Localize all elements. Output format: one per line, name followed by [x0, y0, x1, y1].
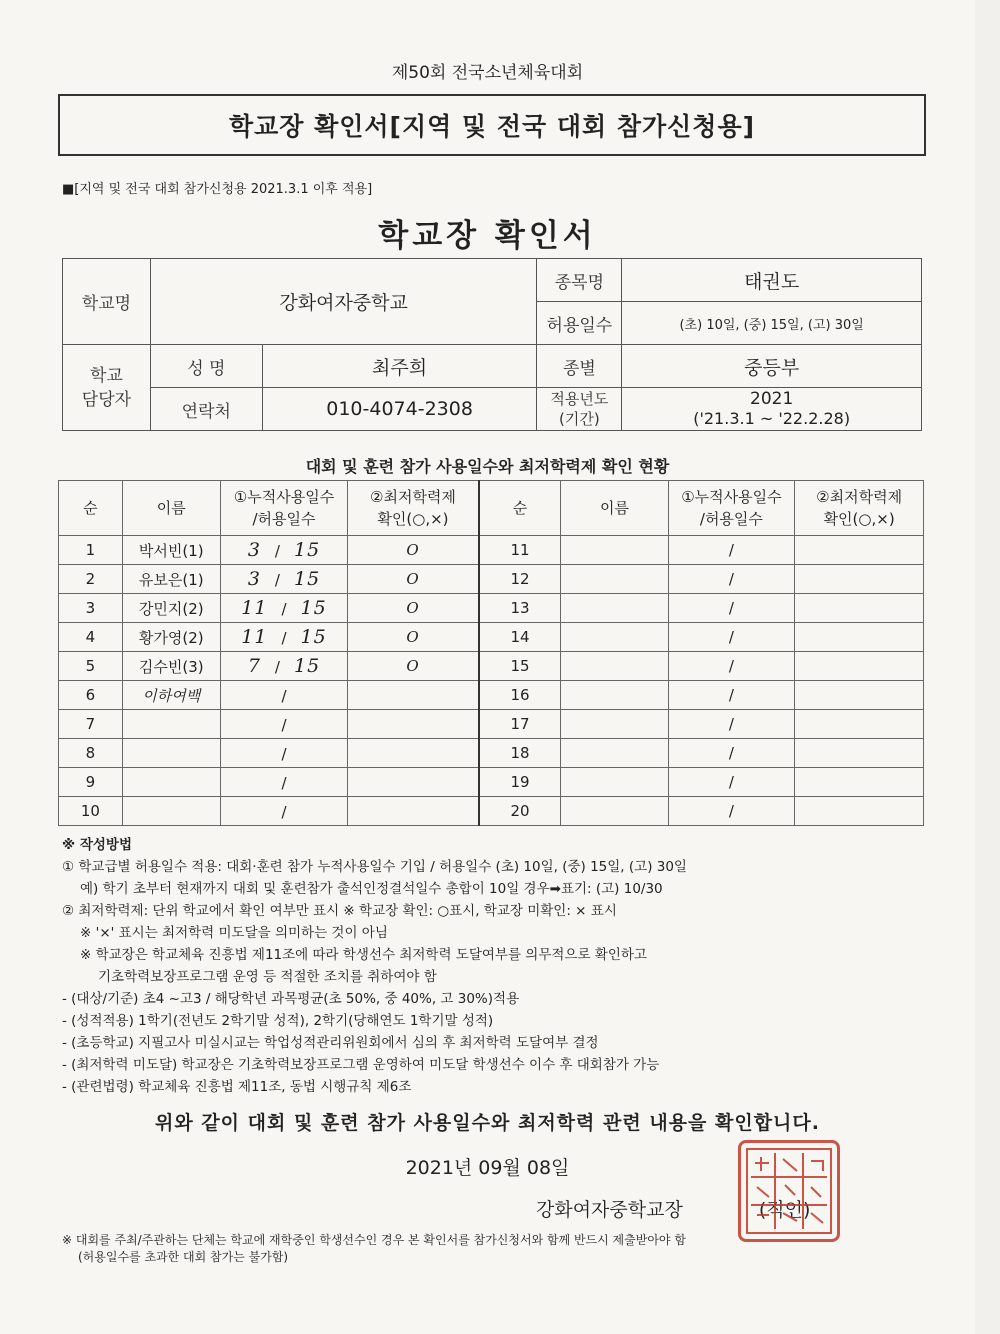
instruction-line: 기초학력보장프로그램 운영 등 적절한 조치를 취하여야 함 — [98, 969, 437, 985]
academic-check — [795, 623, 924, 652]
manager-name-value: 최주희 — [262, 345, 537, 388]
row-number: 15 — [479, 652, 561, 681]
header-check-left: ②최저학력제 확인(○,×) — [348, 481, 479, 536]
row-number: 10 — [59, 797, 123, 826]
footnote-line: (허용일수를 초과한 대회 참가는 불가함) — [78, 1250, 289, 1264]
table-row — [59, 797, 924, 826]
student-name — [561, 565, 668, 594]
student-name — [561, 797, 668, 826]
table-row — [59, 681, 924, 710]
days-cell — [668, 710, 795, 739]
days-cell — [668, 652, 795, 681]
days-slash: / — [728, 541, 734, 559]
allowed-days: 15 — [293, 655, 321, 677]
allowed-days: 15 — [293, 568, 321, 590]
header-no-left: 순 — [59, 481, 123, 536]
footnote-line: ※ 대회를 주최/주관하는 단체는 학교에 재학중인 학생선수인 경우 본 확인서를 참가신청서와 함께 반드시 제출받아야 함 — [62, 1233, 686, 1247]
days-slash: / — [274, 571, 280, 589]
student-name — [561, 710, 668, 739]
academic-check — [348, 768, 479, 797]
instructions-block — [62, 834, 942, 1098]
days-cell — [220, 768, 348, 797]
header-check-right: ②최저학력제 확인(○,×) — [795, 481, 924, 536]
allowed-days: 15 — [300, 626, 327, 648]
row-number: 4 — [59, 623, 123, 652]
academic-check — [795, 536, 924, 565]
instruction-line: - (성적적용) 1학기(전년도 2학기말 성적), 2학기(당해연도 1학기말 성적) — [62, 1013, 494, 1029]
academic-check: O — [348, 652, 479, 681]
seal-graphic — [741, 1143, 837, 1239]
days-cell — [220, 710, 348, 739]
principal-title: 강화여자중학교장 — [536, 1199, 683, 1221]
academic-check — [795, 797, 924, 826]
academic-check — [795, 681, 924, 710]
days-cell — [220, 565, 348, 594]
apply-year-label: 적용년도 (기간) — [537, 388, 622, 431]
table-row — [59, 710, 924, 739]
days-slash: / — [281, 745, 287, 763]
usage-status-table — [58, 480, 924, 826]
days-cell — [668, 623, 795, 652]
row-number: 7 — [59, 710, 123, 739]
header-name-right: 이름 — [561, 481, 668, 536]
days-cell — [668, 768, 795, 797]
table-row — [59, 652, 924, 681]
usage-status-rows — [59, 536, 924, 826]
student-name — [561, 652, 668, 681]
official-seal — [738, 1140, 840, 1242]
allowed-days: 15 — [293, 539, 321, 561]
days-cell — [668, 797, 795, 826]
issue-date: 2021년 09월 08일 — [405, 1157, 570, 1179]
student-name: 이하여백 — [122, 681, 220, 710]
allowed-days-value: (초) 10일, (중) 15일, (고) 30일 — [622, 302, 922, 345]
days-cell — [220, 623, 348, 652]
school-name-label: 학교명 — [63, 259, 151, 345]
student-name — [122, 768, 220, 797]
row-number: 6 — [59, 681, 123, 710]
apply-year-value: 2021 — [750, 389, 794, 409]
days-slash: / — [728, 628, 734, 646]
days-cell — [220, 681, 348, 710]
instruction-line: ※ 학교장은 학교체육 진흥법 제11조에 따라 학생선수 최저학력 도달여부를 의무적으로 확인하고 — [80, 947, 647, 963]
academic-check: O — [348, 623, 479, 652]
row-number: 3 — [59, 594, 123, 623]
table-row — [59, 565, 924, 594]
footnote — [62, 1232, 686, 1266]
days-cell — [668, 681, 795, 710]
academic-check — [348, 739, 479, 768]
category-label: 종별 — [537, 345, 622, 388]
row-number: 9 — [59, 768, 123, 797]
days-slash: / — [281, 774, 287, 792]
days-slash: / — [281, 687, 287, 705]
days-cell — [668, 739, 795, 768]
school-info-table — [62, 258, 922, 431]
student-name — [561, 536, 668, 565]
header-days-right: ①누적사용일수 /허용일수 — [668, 481, 795, 536]
used-days: 11 — [241, 626, 268, 648]
academic-check — [795, 739, 924, 768]
days-slash: / — [728, 657, 734, 675]
days-cell — [220, 739, 348, 768]
days-slash: / — [274, 542, 280, 560]
status-section-title: 대회 및 훈련 참가 사용일수와 최저학력제 확인 현황 — [305, 457, 670, 476]
header-days-left: ①누적사용일수 /허용일수 — [220, 481, 348, 536]
student-name — [122, 739, 220, 768]
row-number: 20 — [479, 797, 561, 826]
row-number: 17 — [479, 710, 561, 739]
contact-value: 010-4074-2308 — [262, 388, 537, 431]
student-name — [561, 594, 668, 623]
header-no-right: 순 — [479, 481, 561, 536]
table-row — [59, 623, 924, 652]
row-number: 13 — [479, 594, 561, 623]
apply-year-cell — [622, 388, 922, 431]
confirmation-statement: 위와 같이 대회 및 훈련 참가 사용일수와 최저학력 관련 내용을 확인합니다. — [155, 1112, 820, 1134]
student-name: 황가영(2) — [122, 623, 220, 652]
student-name: 강민지(2) — [122, 594, 220, 623]
days-cell — [220, 594, 348, 623]
row-number: 11 — [479, 536, 561, 565]
table-row — [59, 536, 924, 565]
days-cell — [220, 797, 348, 826]
student-name — [561, 681, 668, 710]
academic-check — [348, 681, 479, 710]
applicability-note: ■[지역 및 전국 대회 참가신청용 2021.3.1 이후 적용] — [62, 182, 373, 197]
days-slash: / — [728, 686, 734, 704]
days-slash: / — [281, 716, 287, 734]
academic-check — [795, 652, 924, 681]
instruction-line: 예) 학기 초부터 현재까지 대회 및 훈련참가 출석인정결석일수 총합이 10일 경우➡표기: (고) 10/30 — [80, 881, 663, 897]
days-slash: / — [728, 599, 734, 617]
academic-check — [795, 594, 924, 623]
manager-name-label: 성 명 — [150, 345, 262, 388]
allowed-days-label: 허용일수 — [537, 302, 622, 345]
days-slash: / — [728, 773, 734, 791]
instruction-line: ※ '×' 표시는 최저학력 미도달을 의미하는 것이 아님 — [80, 925, 388, 941]
table-row — [59, 739, 924, 768]
event-title: 제50회 전국소년체육대회 — [391, 63, 584, 83]
instruction-line: - (관련법령) 학교체육 진흥법 제11조, 동법 시행규칙 제6조 — [62, 1079, 412, 1095]
used-days: 3 — [247, 539, 261, 561]
days-slash: / — [728, 715, 734, 733]
days-cell — [220, 652, 348, 681]
seal-label: (직인) — [758, 1199, 811, 1221]
instruction-line: - (초등학교) 지필고사 미실시교는 학업성적관리위원회에서 심의 후 최저학력 도달여부 결정 — [62, 1035, 599, 1051]
days-slash: / — [281, 803, 287, 821]
instruction-line: ① 학교급별 허용일수 적용: 대회·훈련 참가 누적사용일수 기입 / 허용일수 (초) 10일, (중) 15일, (고) 30일 — [62, 859, 687, 875]
student-name — [561, 739, 668, 768]
days-slash: / — [274, 658, 280, 676]
days-slash: / — [281, 600, 287, 618]
form-title-box: 학교장 확인서[지역 및 전국 대회 참가신청용] — [58, 94, 926, 156]
days-slash: / — [728, 570, 734, 588]
days-cell — [668, 594, 795, 623]
days-slash: / — [728, 802, 734, 820]
student-name: 박서빈(1) — [122, 536, 220, 565]
student-name: 김수빈(3) — [122, 652, 220, 681]
table-row — [59, 768, 924, 797]
allowed-days: 15 — [300, 597, 327, 619]
student-name — [561, 768, 668, 797]
row-number: 12 — [479, 565, 561, 594]
student-name — [561, 623, 668, 652]
student-name — [122, 710, 220, 739]
school-name-value: 강화여자중학교 — [150, 259, 537, 345]
academic-check: O — [348, 565, 479, 594]
used-days: 7 — [247, 655, 261, 677]
academic-check: O — [348, 536, 479, 565]
instructions-heading: ※ 작성방법 — [62, 837, 132, 853]
row-number: 8 — [59, 739, 123, 768]
instruction-line: - (대상/기준) 초4 ~고3 / 해당학년 과목평균(초 50%, 중 40%, 고 30%)적용 — [62, 991, 520, 1007]
row-number: 18 — [479, 739, 561, 768]
academic-check — [348, 710, 479, 739]
instruction-line: - (최저학력 미도달) 학교장은 기초학력보장프로그램 운영하여 미도달 학생선수 이수 후 대회참가 가능 — [62, 1057, 660, 1073]
academic-check — [795, 565, 924, 594]
days-cell — [668, 565, 795, 594]
row-number: 16 — [479, 681, 561, 710]
header-name-left: 이름 — [122, 481, 220, 536]
academic-check — [795, 768, 924, 797]
academic-check — [348, 797, 479, 826]
row-number: 19 — [479, 768, 561, 797]
student-name — [122, 797, 220, 826]
days-slash: / — [281, 629, 287, 647]
table-row — [59, 594, 924, 623]
row-number: 14 — [479, 623, 561, 652]
days-slash: / — [728, 744, 734, 762]
days-cell — [668, 536, 795, 565]
used-days: 11 — [241, 597, 268, 619]
category-value: 중등부 — [622, 345, 922, 388]
student-name: 유보은(1) — [122, 565, 220, 594]
row-number: 5 — [59, 652, 123, 681]
days-cell — [220, 536, 348, 565]
contact-label: 연락처 — [150, 388, 262, 431]
academic-check — [795, 710, 924, 739]
instruction-line: ② 최저학력제: 단위 학교에서 확인 여부만 표시 ※ 학교장 확인: ○표시, 학교장 미확인: × 표시 — [62, 903, 617, 919]
used-days: 3 — [247, 568, 261, 590]
row-number: 1 — [59, 536, 123, 565]
manager-label: 학교 담당자 — [63, 345, 151, 431]
sport-label: 종목명 — [537, 259, 622, 302]
sport-value: 태권도 — [622, 259, 922, 302]
academic-check: O — [348, 594, 479, 623]
document-title: 학교장 확인서 — [378, 218, 597, 254]
apply-period-value: ('21.3.1 ~ '22.2.28) — [693, 409, 851, 428]
row-number: 2 — [59, 565, 123, 594]
